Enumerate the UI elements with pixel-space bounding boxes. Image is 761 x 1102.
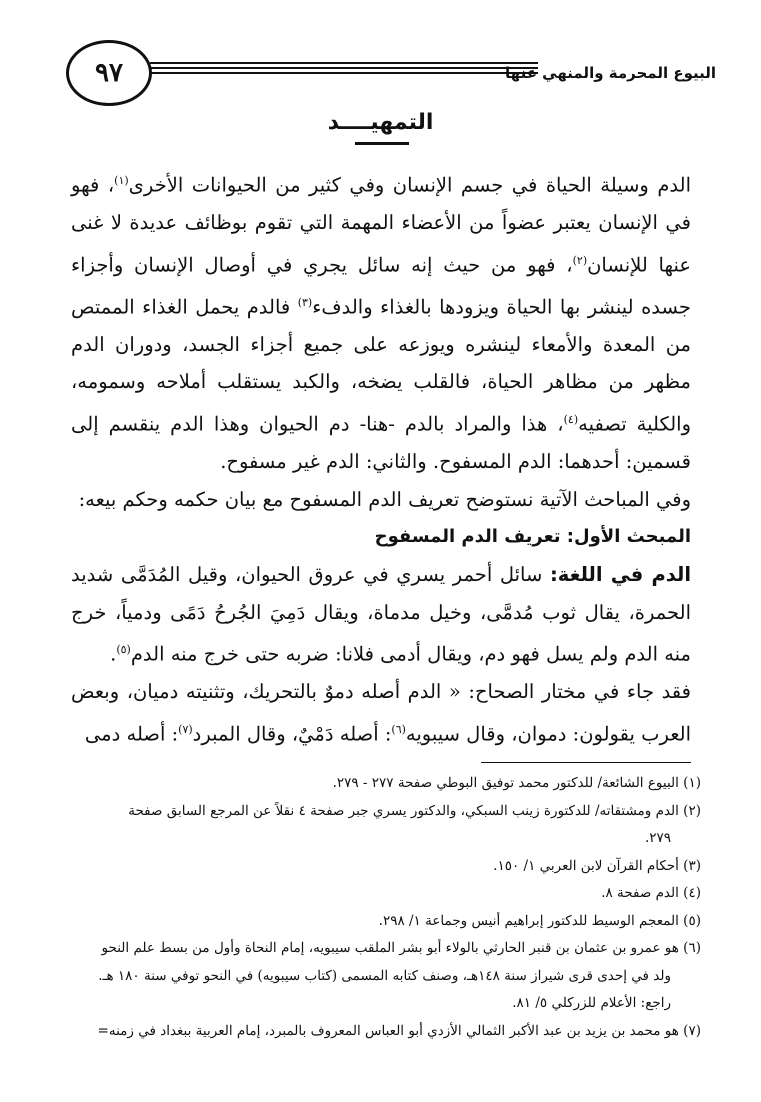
- footnote-ref[interactable]: (٦): [391, 722, 406, 736]
- text-run: .: [110, 642, 117, 666]
- text-run: سائل أحمر يسري في عروق الحيوان، وقيل المُدَمَّى شديد الحمرة، يقال ثوب مُدمَّى، وخيل مدماة، ويقال دَمِيَ الجُرحُ دَمًى ودمياً، خرج منه الدم ولم يسل فهو دم، ويقال أدمى فلانا: ضربه حتى خرج منه الدم: [71, 562, 691, 666]
- footnote-3: (٣) أحكام القرآن لابن العربي ١/ ١٥٠.: [493, 857, 701, 874]
- footnote-1: (١) البيوع الشائعة/ للدكتور محمد توفيق البوطي صفحة ٢٧٧ - ٢٧٩.: [332, 775, 701, 791]
- heading-underline: [355, 142, 409, 145]
- footnote-6: (٦) هو عمرو بن عثمان بن قنبر الحارثي بالولاء أبو بشر الملقب سيبويه، إمام النحاة وأول من بسط علم النحو: [101, 940, 701, 956]
- footnote-ref[interactable]: (١): [114, 174, 129, 187]
- footnote-4: (٤) الدم صفحة ٨.: [601, 885, 701, 901]
- text-run: ، فهو من حيث إنه سائل يجري في أوصال الإنسان وأجزاء جسده لينشر بها الحياة ويزودها بالغذاء والدفء: [71, 253, 691, 319]
- paragraph-1: [71, 162, 691, 481]
- page-header: [66, 40, 716, 102]
- footnote-ref[interactable]: (٤): [563, 413, 579, 427]
- footnote-6-source: راجع: الأعلام للزركلي ٥/ ٨١.: [512, 995, 671, 1011]
- text-run: ، هذا والمراد بالدم -هنا- دم الحيوان وهذا الدم ينقسم إلى قسمين: أحدهما: الدم المسفوح. والثاني: الدم غير مسفوح.: [71, 412, 691, 474]
- footnote-6-cont: ولد في إحدى قرى شيراز سنة ١٤٨هـ، وصنف كتابه المسمى (كتاب سيبويه) في النحو توفي سنة ١٨٠ هـ.: [98, 967, 671, 984]
- footnote-ref[interactable]: (٢): [572, 253, 588, 267]
- text-run: فقد جاء في مختار الصحاح: « الدم أصله دموٌ بالتحريك، وتثنيته دميان، وبعض العرب يقولون: دموان، وقال سيبويه: [71, 680, 691, 746]
- footnote-ref[interactable]: (٧): [178, 722, 193, 736]
- paragraph-3: [71, 556, 691, 673]
- text-run: : أصله دَمْيٌ، وقال المبرد: [192, 722, 392, 746]
- paragraph-4: [71, 673, 691, 753]
- footnotes: [61, 770, 701, 1045]
- footnote-2-cont: ٢٧٩.: [644, 830, 671, 846]
- footnote-ref[interactable]: (٥): [116, 643, 131, 657]
- page-number: ٩٧: [66, 40, 152, 106]
- text-run: فالدم يحمل الغذاء الممتص من المعدة والأمعاء لينشره ويوزعه على جميع أجزاء الجسد، ودوران الدم مظهر من مظاهر الحياة، فالقلب يضخه، والكبد يستقلب أملاحه وسمومه، والكلية تصفيه: [71, 295, 692, 436]
- footnote-5: (٥) المعجم الوسيط للدكتور إبراهيم أنيس وجماعة ١/ ٢٩٨.: [378, 912, 701, 929]
- header-rule-mid: [150, 67, 538, 69]
- running-title: البيوع المحرمة والمنهي عنها: [505, 64, 716, 82]
- footnote-ref[interactable]: (٣): [297, 295, 313, 309]
- section-title: المبحث الأول: تعريف الدم المسفوح: [374, 526, 691, 548]
- body-text: [71, 162, 691, 753]
- footnote-7: (٧) هو محمد بن يزيد بن عبد الأكبر الثمالي الأزدي أبو العباس المعروف بالمبرد، إمام العربية ببغداد في زمنه=: [97, 1022, 701, 1039]
- text-run: ، فهو في الإنسان يعتبر عضواً من الأعضاء المهمة التي تقوم بوظائف عديدة لا غنى عنها للإنسان: [71, 173, 691, 277]
- text-run: الدم وسيلة الحياة في جسم الإنسان وفي كثير من الحيوانات الأخرى: [128, 173, 691, 197]
- chapter-heading: التمهيــــد: [327, 110, 434, 135]
- defined-term: الدم في اللغة:: [549, 562, 692, 586]
- paragraph-2: وفي المباحث الآتية نستوضح تعريف الدم المسفوح مع بيان حكمه وحكم بيعه:: [78, 487, 691, 511]
- text-run: : أصله دمى: [84, 722, 179, 746]
- footnote-2: (٢) الدم ومشتقاته/ للدكتورة زينب السبكي، والدكتور يسري جبر صفحة ٤ نقلاً عن المرجع السابق صفحة: [128, 802, 701, 819]
- header-rule-bottom: [150, 72, 538, 74]
- header-rule-top: [150, 62, 538, 64]
- footnote-separator: [481, 762, 691, 763]
